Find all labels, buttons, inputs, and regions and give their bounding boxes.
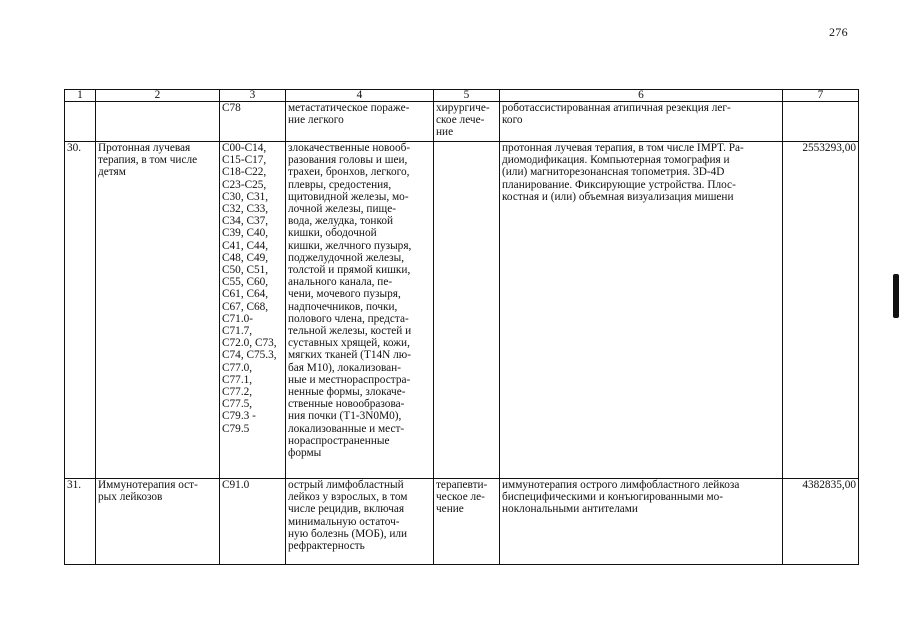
header-cell: 3 [220, 90, 286, 102]
diagnosis: злокачественные новооб- разования головы и шеи, трахеи, бронхов, легкого, плевры, средостения, щитовидной железы, мо- лочной железы, пище- вода, желудка, тонкой кишки, ободочной кишки, желчного пузыря, поджелудочной железы, толстой и прямой кишки, анального канала, пе- чени, мочевого пузыря, надпочечников, почки, полового члена, предста- тельной железы, костей и суставных хрящей, кожи, мягких тканей (T14N лю- бая M10), локализован- ные и местнораспростра- ненные формы, злокаче- ственные новообразова- ния почки (T1-3N0M0), локализованные и мест- нораспространенные формы [286, 142, 434, 479]
treatment-type [434, 142, 500, 479]
cost [783, 102, 859, 142]
header-cell: 5 [434, 90, 500, 102]
service-name: Иммунотерапия ост- рых лейкозов [96, 479, 220, 565]
diagnosis: острый лимфобластный лейкоз у взрослых, в том числе рецидив, включая минимальную остаточ- ную болезнь (МОБ), или рефрактерность [286, 479, 434, 565]
treatment-type: терапевти- ческое ле- чение [434, 479, 500, 565]
table-row [65, 142, 859, 479]
method: протонная лучевая терапия, в том числе IMPT. Ра- диомодификация. Компьютерная томография и (или) магниторезонансная топометрия. 3D-4D планирование. Фиксирующие устройства. Плос- костная и (или) объемная визуализация мишени [500, 142, 783, 479]
services-table [64, 89, 859, 565]
header-cell: 6 [500, 90, 783, 102]
diagnosis: метастатическое пораже- ние легкого [286, 102, 434, 142]
scan-edge-mark [893, 274, 899, 318]
icd-codes: C00-C14, C15-C17, C18-C22, C23-C25, C30, C31, C32, C33, C34, C37, C39, C40, C41, C44, C48, C49, C50, C51, C55, C60, C61, C64, C67, C68, C71.0- C71.7, C72.0, C73, C74, C75.3, C77.0, C77.1, C77.2, C77.5, C79.3 - C79.5 [220, 142, 286, 479]
row-number [65, 102, 96, 142]
method: иммунотерапия острого лимфобластного лейкоза биспецифическими и конъюгированными мо- ноклональными антителами [500, 479, 783, 565]
header-row [65, 90, 859, 102]
method: роботассистированная атипичная резекция лег- кого [500, 102, 783, 142]
treatment-type: хирургиче- ское лече- ние [434, 102, 500, 142]
header-cell: 7 [783, 90, 859, 102]
table-row [65, 479, 859, 565]
row-number: 31. [65, 479, 96, 565]
row-number: 30. [65, 142, 96, 479]
icd-codes: C78 [220, 102, 286, 142]
service-name [96, 102, 220, 142]
icd-codes: C91.0 [220, 479, 286, 565]
cost: 2553293,00 [783, 142, 859, 479]
cost: 4382835,00 [783, 479, 859, 565]
header-cell: 1 [65, 90, 96, 102]
service-name: Протонная лучевая терапия, в том числе детям [96, 142, 220, 479]
table-row [65, 102, 859, 142]
header-cell: 2 [96, 90, 220, 102]
page-number: 276 [829, 25, 848, 39]
header-cell: 4 [286, 90, 434, 102]
